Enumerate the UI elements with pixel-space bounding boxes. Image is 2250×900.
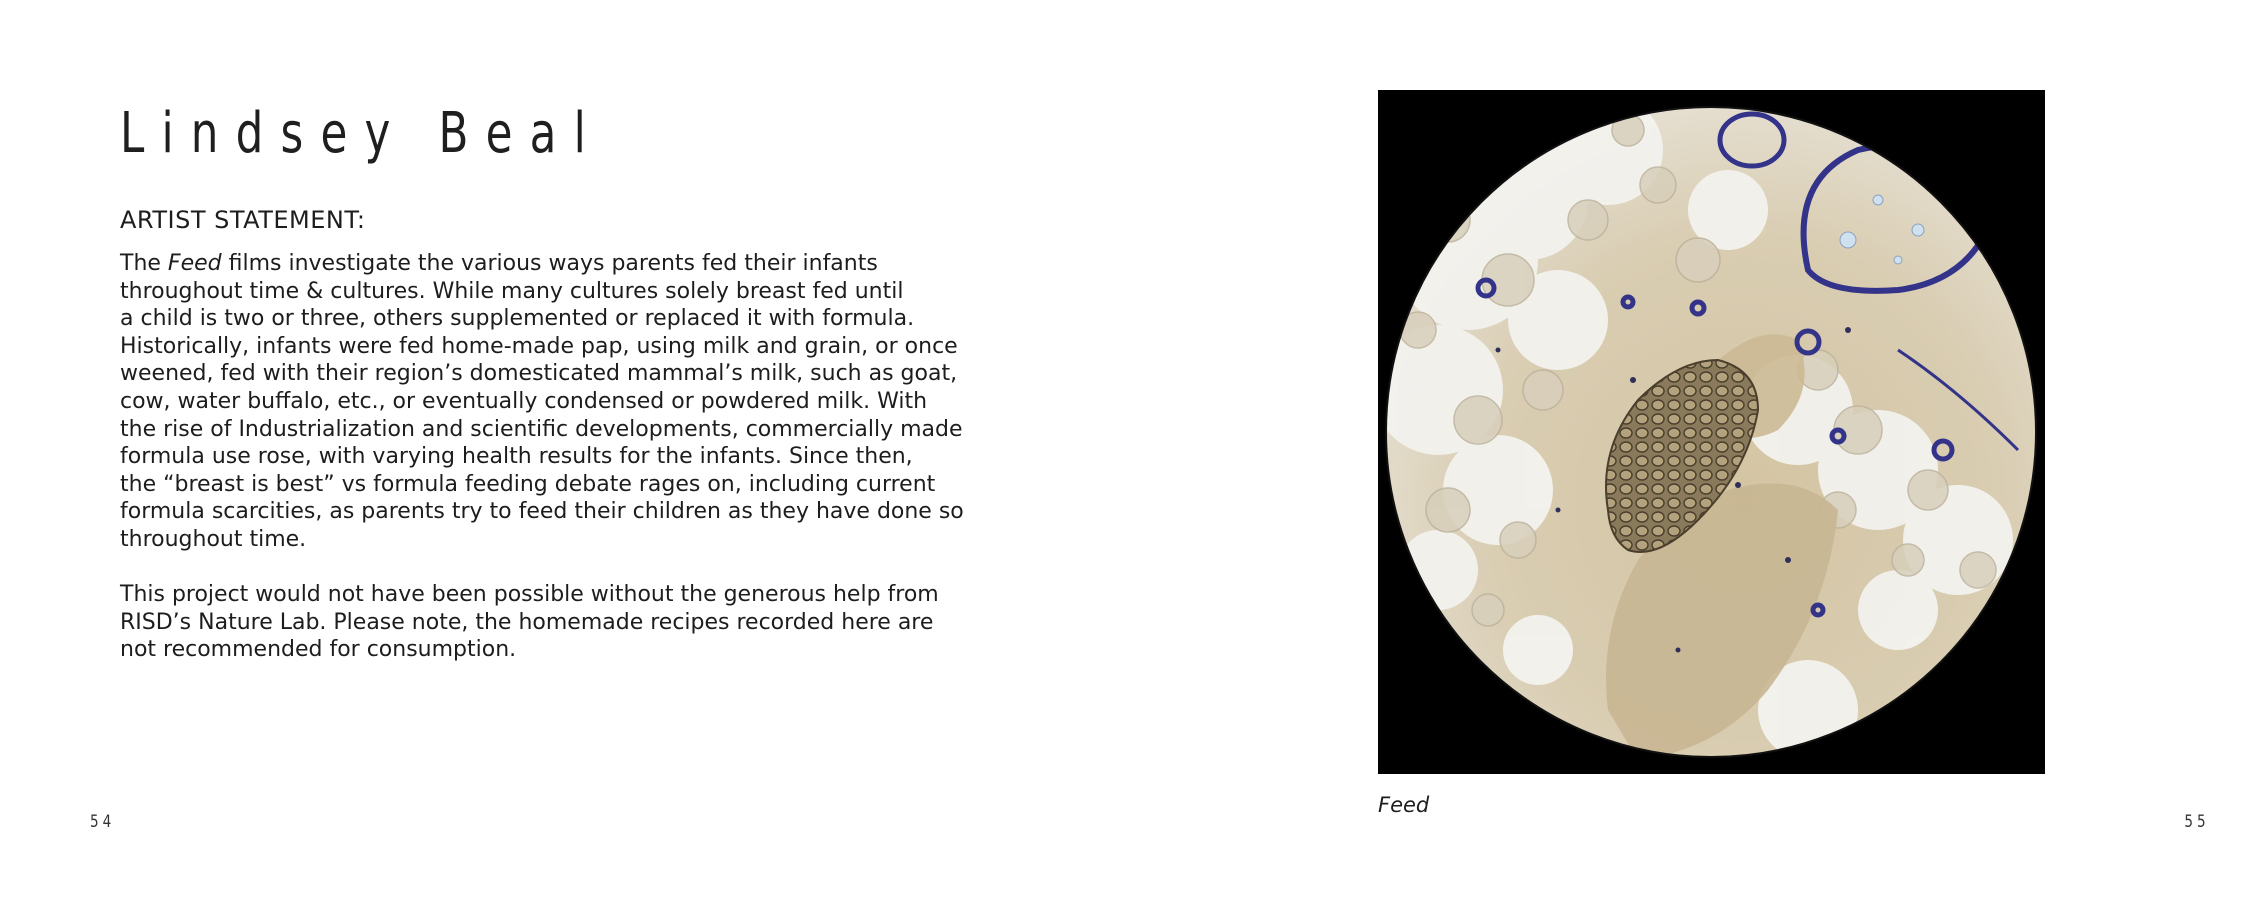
artist-name: Lindsey Beal — [120, 101, 603, 166]
artwork-caption: Feed — [1378, 793, 1430, 817]
statement-line: formula scarcities, as parents try to feed their children as they have done so — [120, 499, 964, 525]
statement-line: a child is two or three, others supplemented or replaced it with formula. — [120, 306, 915, 332]
statement-line: This project would not have been possible without the generous help from — [120, 582, 939, 608]
statement-text: The — [120, 251, 168, 276]
statement-text: films investigate the various ways parents fed their infants — [221, 251, 878, 276]
statement-line: RISD’s Nature Lab. Please note, the homemade recipes recorded here are — [120, 609, 934, 635]
microscope-view-illustration — [1378, 90, 2045, 774]
statement-line: formula use rose, with varying health results for the infants. Since then, — [120, 444, 913, 470]
feed-artwork-image — [1378, 90, 2045, 774]
statement-paragraph-2 — [120, 581, 1020, 664]
statement-line: cow, water buffalo, etc., or eventually condensed or powdered milk. With — [120, 388, 928, 414]
artist-statement-body — [120, 250, 1020, 692]
right-page — [1125, 0, 2250, 900]
statement-line: Historically, infants were fed home-made pap, using milk and grain, or once — [120, 333, 958, 359]
artist-statement-heading: ARTIST STATEMENT: — [120, 206, 366, 234]
statement-paragraph-1 — [120, 250, 1020, 554]
film-title-italic: Feed — [167, 251, 222, 276]
statement-line: not recommended for consumption. — [120, 637, 517, 663]
statement-line: the rise of Industrialization and scientific developments, commercially made — [120, 416, 963, 442]
page-number-right: 55 — [2184, 812, 2210, 832]
statement-line — [120, 250, 1020, 278]
statement-line: weened, fed with their region’s domesticated mammal’s milk, such as goat, — [120, 361, 958, 387]
statement-line: the “breast is best” vs formula feeding debate rages on, including current — [120, 471, 936, 497]
statement-line: throughout time. — [120, 526, 307, 552]
statement-line: throughout time & cultures. While many cultures solely breast fed until — [120, 278, 904, 304]
page-number-left: 54 — [90, 812, 116, 832]
